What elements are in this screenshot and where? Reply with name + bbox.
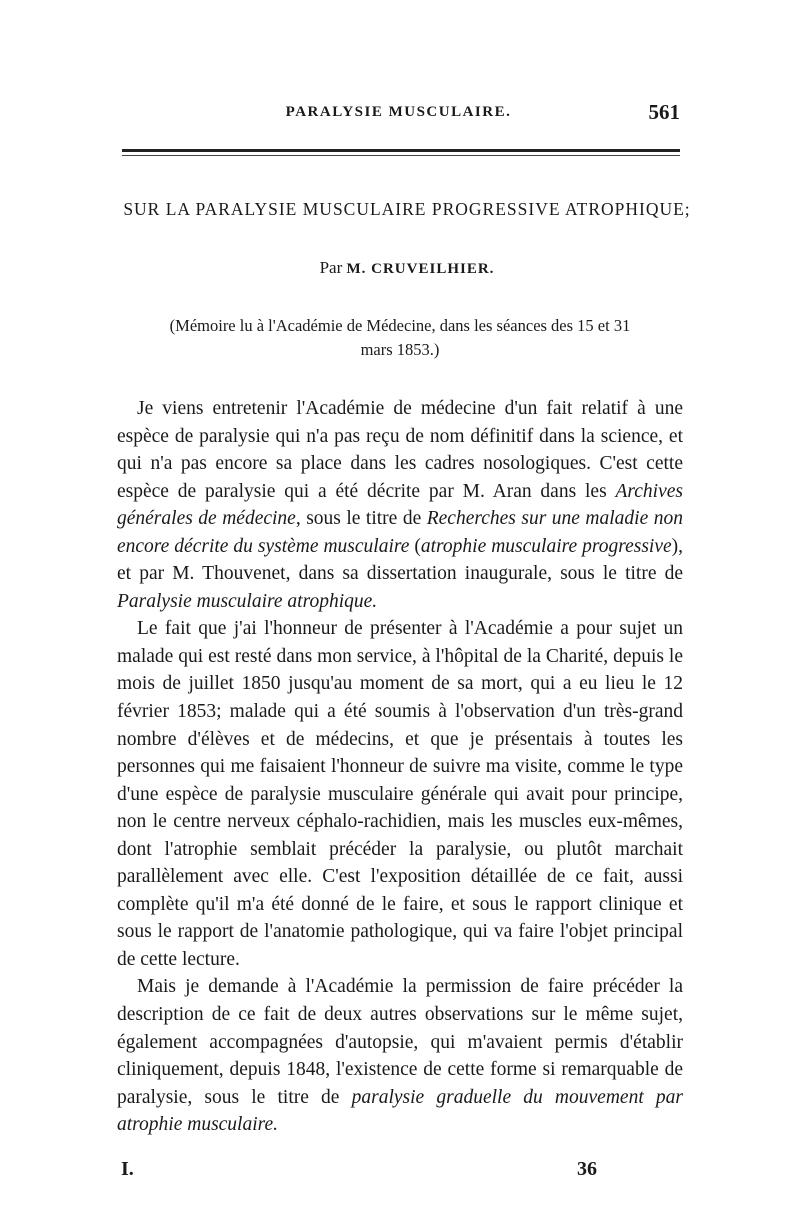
paragraph-2: Le fait que j'ai l'honneur de présenter à l'Académie a pour sujet un malade qui est resté dans mon service, à l'hôpital de la Charité, depuis le mois de juillet 1850 jusqu'au moment de sa mort, qui a eu lieu le 12 février 1853; malade qui a été soumis à l'observation d'un très-grand nombre d'élèves et de médecins, et que je présentais à toutes les personnes qui me faisaient l'honneur de suivre ma visite, comme le type d'une espèce de paralysie musculaire générale qui avait pour principe, non le centre nerveux céphalo-rachidien, mais les muscles eux-mêmes, dont l'atrophie semblait précéder la paralysie, ou plutôt marchait parallèlement avec elle. C'est l'exposition détaillée de ce fait, aussi complète qu'il m'a été donné de le faire, et sous le rapport clinique et sous le rapport de l'anatomie pathologique, qui va faire l'objet principal de cette lecture. [117, 618, 683, 970]
paragraph-1-italic-1: Archives générales de médecine [117, 480, 683, 530]
paragraph-3-italic-1: paralysie graduelle du mouvement par atrophie musculaire. [117, 1086, 683, 1136]
paragraph-1 [117, 395, 683, 615]
page-footer [117, 1158, 597, 1188]
memoire-line-2: mars 1853.) [360, 340, 440, 359]
paragraph-1-italic-2: Recherches sur une maladie non encore décrite du système musculaire [117, 508, 684, 557]
memoire-note [117, 314, 683, 362]
paragraph-1-text-c: ( [409, 535, 421, 557]
header-rule-thick [122, 149, 680, 152]
paragraph-3 [117, 973, 683, 1138]
paragraph-1-italic-3: atrophie musculaire progressive [420, 535, 672, 557]
paragraph-1-italic-4: Paralysie musculaire atrophique. [117, 590, 378, 612]
running-title: PARALYSIE MUSCULAIRE. [285, 104, 512, 120]
header-rule-thin [122, 155, 680, 156]
paragraph-3-text-a: Mais je demande à l'Académie la permission de faire précéder la description de ce fait de deux autres observations sur le même sujet, également accompagnées d'autopsie, qui m'avaient permis d'établir cliniquement, depuis 1848, l'existence de cette forme si remarquable de paralysie, sous le titre de [117, 976, 683, 1108]
article-title: SUR LA PARALYSIE MUSCULAIRE PROGRESSIVE ATROPHIQUE; [123, 199, 691, 219]
body-text [117, 395, 683, 1139]
page-number: 561 [648, 100, 680, 124]
byline-author: M. CRUVEILHIER. [346, 261, 495, 277]
paragraph-1-text-b: , sous le titre de [295, 508, 427, 530]
memoire-line-1: (Mémoire lu à l'Académie de Médecine, dans les séances des 15 et 31 [169, 316, 631, 335]
byline [117, 258, 697, 278]
signature-mark: I. [121, 1158, 134, 1180]
paragraph-1-text-d: ), et par M. Thouvenet, dans sa dissertation inaugurale, sous le titre de [117, 535, 684, 585]
running-head [117, 100, 680, 128]
signature-number: 36 [577, 1158, 597, 1180]
paragraph-1-text-a: Je viens entretenir l'Académie de médecine d'un fait relatif à une espèce de paralysie qui n'a pas reçu de nom définitif dans la science, et qui n'a pas encore sa place dans les cadres nosologiques. C'est cette espèce de paralysie qui a été décrite par M. Aran dans les [117, 398, 683, 502]
byline-prefix: Par [319, 258, 343, 277]
